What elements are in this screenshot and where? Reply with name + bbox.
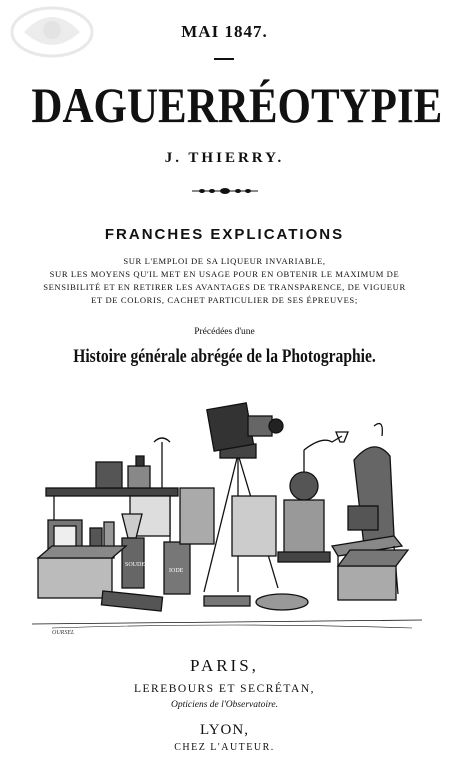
engraver-signature: OURSEL <box>52 630 75 636</box>
author-name: J. THIERRY. <box>164 150 285 166</box>
publisher-role: Opticiens de l'Observatoire. <box>171 700 278 710</box>
imprint-city-paris: PARIS, <box>190 656 259 675</box>
preceded-by: Précédées d'une <box>194 327 255 337</box>
ornament-divider-icon <box>190 184 260 198</box>
title-divider <box>214 58 234 60</box>
engraving-illustration <box>32 396 422 636</box>
publisher-name: LEREBOURS ET SECRÉTAN, <box>133 683 316 695</box>
description-line: SENSIBILITÉ ET EN RETIRER LES AVANTAGES DE TRANSPARENCE, DE VIGUEUR <box>43 282 406 292</box>
imprint-city-lyon: LYON, <box>200 722 249 738</box>
subtitle: FRANCHES EXPLICATIONS <box>104 226 345 243</box>
description <box>20 255 429 307</box>
description-line: ET DE COLORIS, CACHET PARTICULIER DE SES ÉPREUVES; <box>91 295 358 305</box>
book-title: DAGUERRÉOTYPIE <box>31 77 443 133</box>
bottle-label: IODE <box>169 568 184 574</box>
bottle-label: SOUDE <box>125 562 146 568</box>
description-line: SUR LES MOYENS QU'IL MET EN USAGE POUR EN OBTENIR LE MAXIMUM DE <box>49 269 400 279</box>
description-line: SUR L'EMPLOI DE SA LIQUEUR INVARIABLE, <box>123 256 326 266</box>
history-title: Histoire générale abrégée de la Photographie. <box>73 346 376 367</box>
author-place: CHEZ L'AUTEUR. <box>174 742 275 753</box>
publication-date: MAI 1847. <box>181 22 268 41</box>
